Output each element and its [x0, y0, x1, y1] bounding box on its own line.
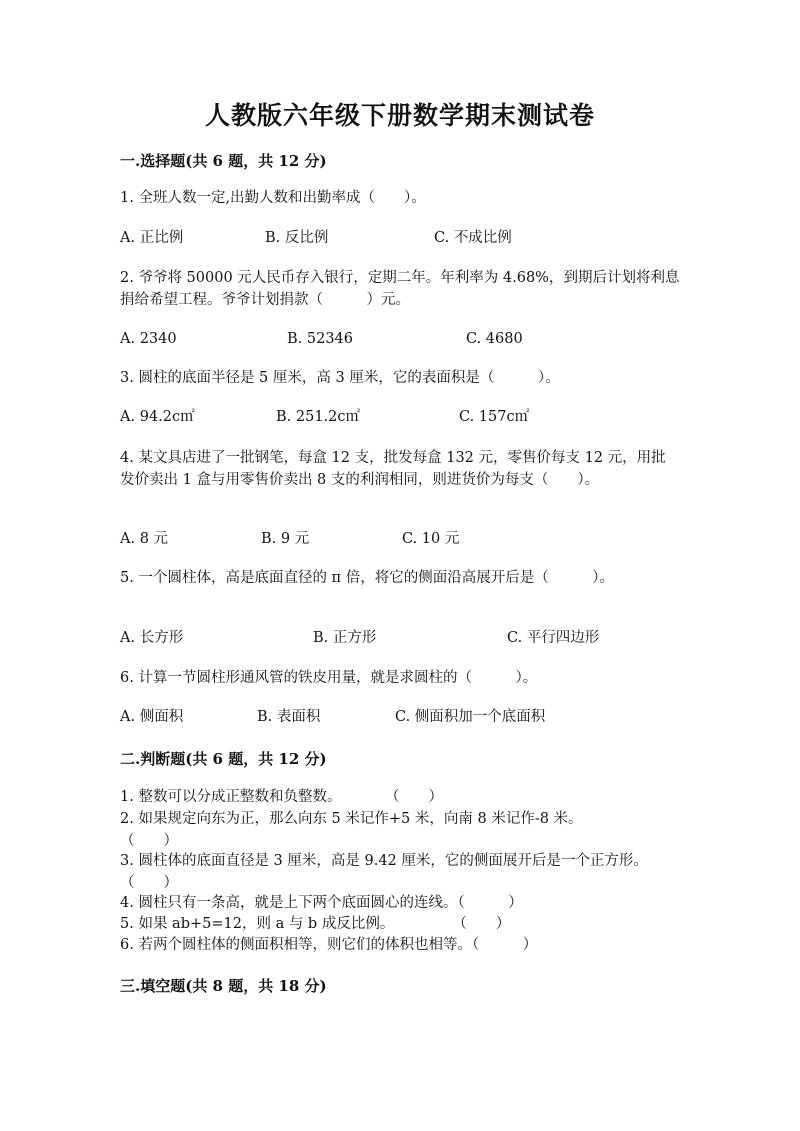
q5-option-a: A. 长方形: [120, 630, 184, 646]
section-heading-judgement: 二.判断题(共 6 题，共 12 分): [120, 750, 327, 768]
q1-option-c: C. 不成比例: [434, 230, 512, 246]
question-3: 3. 圆柱的底面半径是 5 厘米，高 3 厘米，它的表面积是（ ）。: [120, 370, 560, 386]
q6-option-a: A. 侧面积: [120, 709, 184, 725]
q6-option-b: B. 表面积: [257, 709, 321, 725]
q3-option-b: B. 251.2c㎡: [276, 409, 361, 425]
judgement-1: 1. 整数可以分成正整数和负整数。 （ ）: [120, 789, 443, 805]
question-4: 4. 某文具店进了一批钢笔，每盒 12 支，批发每盒 132 元，零售价每支 12 元，用批发价卖出 1 盒与用零售价卖出 8 支的利润相同，则进货价为每支（ ）。: [120, 450, 666, 488]
q3-option-c: C. 157c㎡: [459, 409, 530, 425]
section-heading-choice: 一.选择题(共 6 题，共 12 分): [120, 152, 327, 170]
q2-option-a: A. 2340: [120, 331, 177, 347]
question-2: 2. 爷爷将 50000 元人民币存入银行，定期二年。年利率为 4.68%，到期后计划将利息捐给希望工程。爷爷计划捐款（ ）元。: [120, 270, 680, 308]
judgement-6: 6. 若两个圆柱体的侧面积相等，则它们的体积也相等。（ ）: [120, 937, 538, 953]
q4-option-a: A. 8 元: [120, 531, 169, 547]
q4-option-c: C. 10 元: [402, 531, 460, 547]
page-title: 人教版六年级下册数学期末测试卷: [204, 101, 595, 130]
q1-option-a: A. 正比例: [120, 230, 184, 246]
q2-option-b: B. 52346: [287, 331, 354, 347]
judgement-2: 2. 如果规定向东为正，那么向东 5 米记作+5 米，向南 8 米记作-8 米。 （ ）: [120, 811, 663, 849]
q6-option-c: C. 侧面积加一个底面积: [395, 709, 546, 725]
q4-option-b: B. 9 元: [261, 531, 310, 547]
question-1: 1. 全班人数一定,出勤人数和出勤率成（ ）。: [120, 190, 426, 206]
q5-option-c: C. 平行四边形: [507, 630, 600, 646]
q1-option-b: B. 反比例: [265, 230, 329, 246]
section-heading-fill: 三.填空题(共 8 题，共 18 分): [120, 977, 327, 995]
question-6: 6. 计算一节圆柱形通风管的铁皮用量，就是求圆柱的（ ）。: [120, 670, 538, 686]
q3-option-a: A. 94.2c㎡: [120, 409, 195, 425]
judgement-5: 5. 如果 ab+5=12，则 a 与 b 成反比例。 （ ）: [120, 916, 511, 932]
judgement-3: 3. 圆柱体的底面直径是 3 厘米，高是 9.42 厘米，它的侧面展开后是一个正方形。（ ）: [120, 853, 648, 891]
q2-option-c: C. 4680: [466, 331, 523, 347]
q5-option-b: B. 正方形: [313, 630, 377, 646]
judgement-4: 4. 圆柱只有一条高，就是上下两个底面圆心的连线。（ ）: [120, 895, 523, 911]
question-5: 5. 一个圆柱体，高是底面直径的 π 倍，将它的侧面沿高展开后是（ ）。: [120, 570, 614, 586]
